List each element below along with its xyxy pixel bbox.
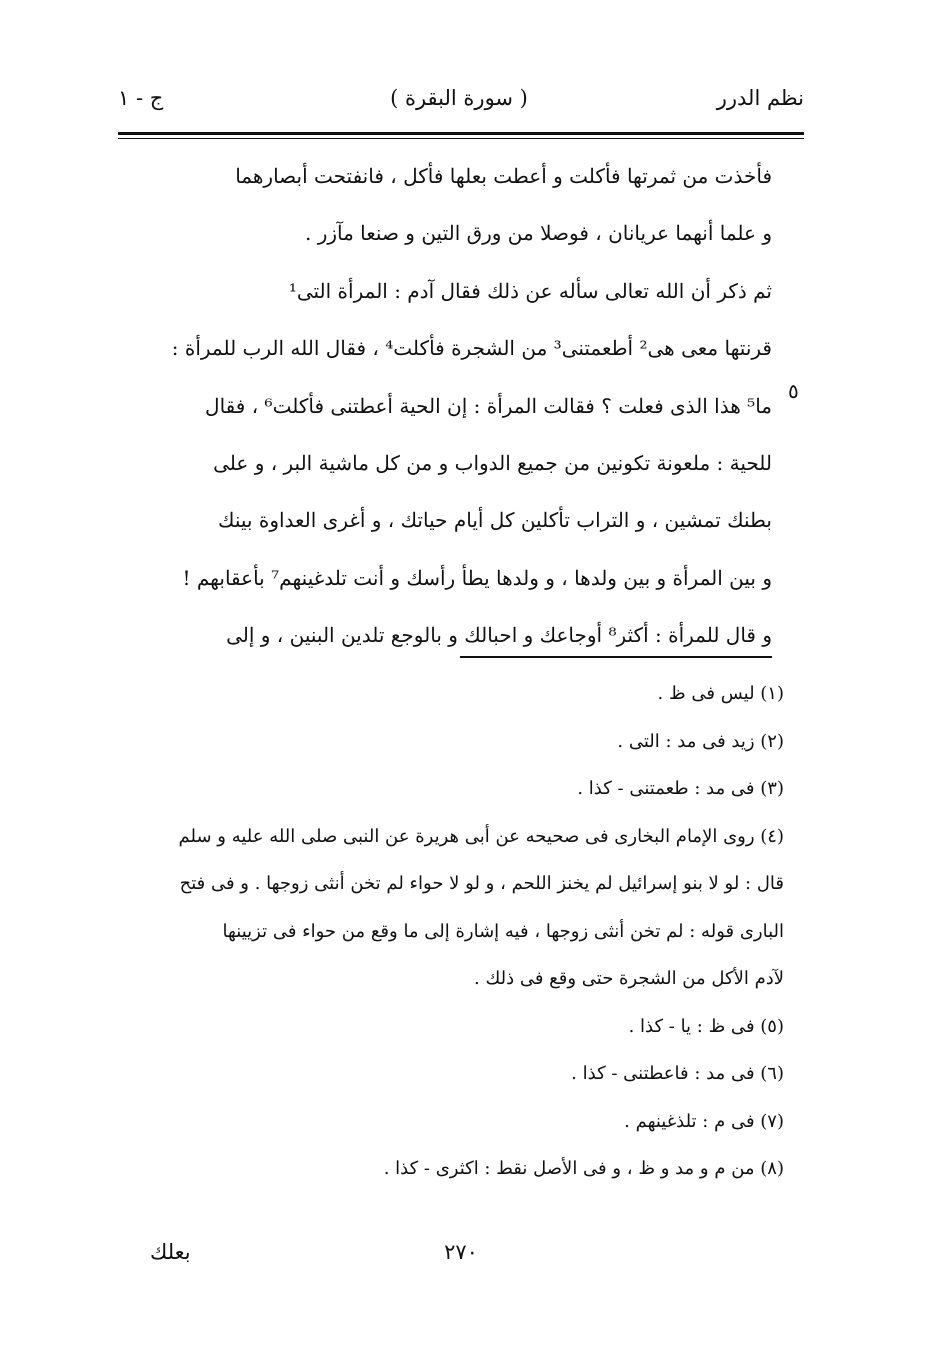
catchword: بعلك [150,1240,191,1264]
text-line-1: فأخذت من ثمرتها فأكلت و أعطت بعلها فأكل ، فانفتحت أبصارهما [235,164,772,188]
volume-label: ج - ١ [118,86,164,110]
footnote-1: (١) ليس فى ظ . [657,683,784,704]
surah-title: ( سورة البقرة ) [390,86,528,110]
text-line-6: للحية : ملعونة تكونين من جميع الدواب و من كل ماشية البر ، و على [213,450,772,475]
text-line-9: و قال للمرأة : أكثر⁸ أوجاعك و احبالك و بالوجع تلدين البنين ، و إلى [226,623,772,648]
page-number: ٢٧٠ [444,1240,478,1264]
footnote-8: (٨) من م و مد و ظ ، و فى الأصل نقط : اكثرى - كذا . [383,1158,784,1179]
running-header [118,84,804,124]
footnote-5: (٥) فى ظ : يا - كذا . [628,1015,784,1037]
footnote-separator [460,656,772,658]
footnote-2: (٢) زيد فى مد : التى . [617,730,784,752]
footnotes [118,670,784,1193]
header-rule-thick [118,132,804,135]
main-text [118,148,772,665]
footnote-7: (٧) فى م : تلذغينهم . [624,1110,784,1132]
text-line-8: و بين المرأة و بين ولدها ، و ولدها يطأ رأسك و أنت تلدغينهم⁷ بأعقابهم ! [182,565,772,590]
book-title: نظم الدرر [716,86,804,110]
text-line-3: ثم ذكر أن الله تعالى سأله عن ذلك فقال آدم : المرأة التى¹ [288,278,772,303]
footnote-3: (٣) فى مد : طعمتنى - كذا . [577,778,784,799]
text-line-5: ما⁵ هذا الذى فعلت ؟ فقالت المرأة : إن الحية أعطتنى فأكلت⁶ ، فقال [205,393,772,418]
footnote-4-line-4: لآدم الأكل من الشجرة حتى وقع فى ذلك . [474,968,784,989]
footnote-4-line-3: البارى قوله : لم تخن أنثى زوجها ، فيه إشارة إلى ما وقع من حواء فى تزيينها [222,920,784,942]
footnote-6: (٦) فى مد : فاعطتنى - كذا . [571,1063,784,1084]
line-number-marker: ٥ [788,379,799,403]
footnote-4-line-2: قال : لو لا بنو إسرائيل لم يخنز اللحم ، و لو لا حواء لم تخن أنثى زوجها . و فى فتح [179,873,784,894]
footnote-4-line-1: (٤) روى الإمام البخارى فى صحيحه عن أبى هريرة عن النبى صلى الله عليه و سلم [178,825,784,847]
header-rule-thin [118,138,804,139]
text-line-4: قرنتها معى هى² أطعمتنى³ من الشجرة فأكلت⁴ ، فقال الله الرب للمرأة : [171,336,772,361]
page-footer [118,1240,804,1280]
text-line-2: و علما أنهما عريانان ، فوصلا من ورق التين و صنعا مآزر . [304,221,772,246]
text-line-7: بطنك تمشين ، و التراب تأكلين كل أيام حياتك ، و أغرى العداوة بينك [217,508,772,533]
